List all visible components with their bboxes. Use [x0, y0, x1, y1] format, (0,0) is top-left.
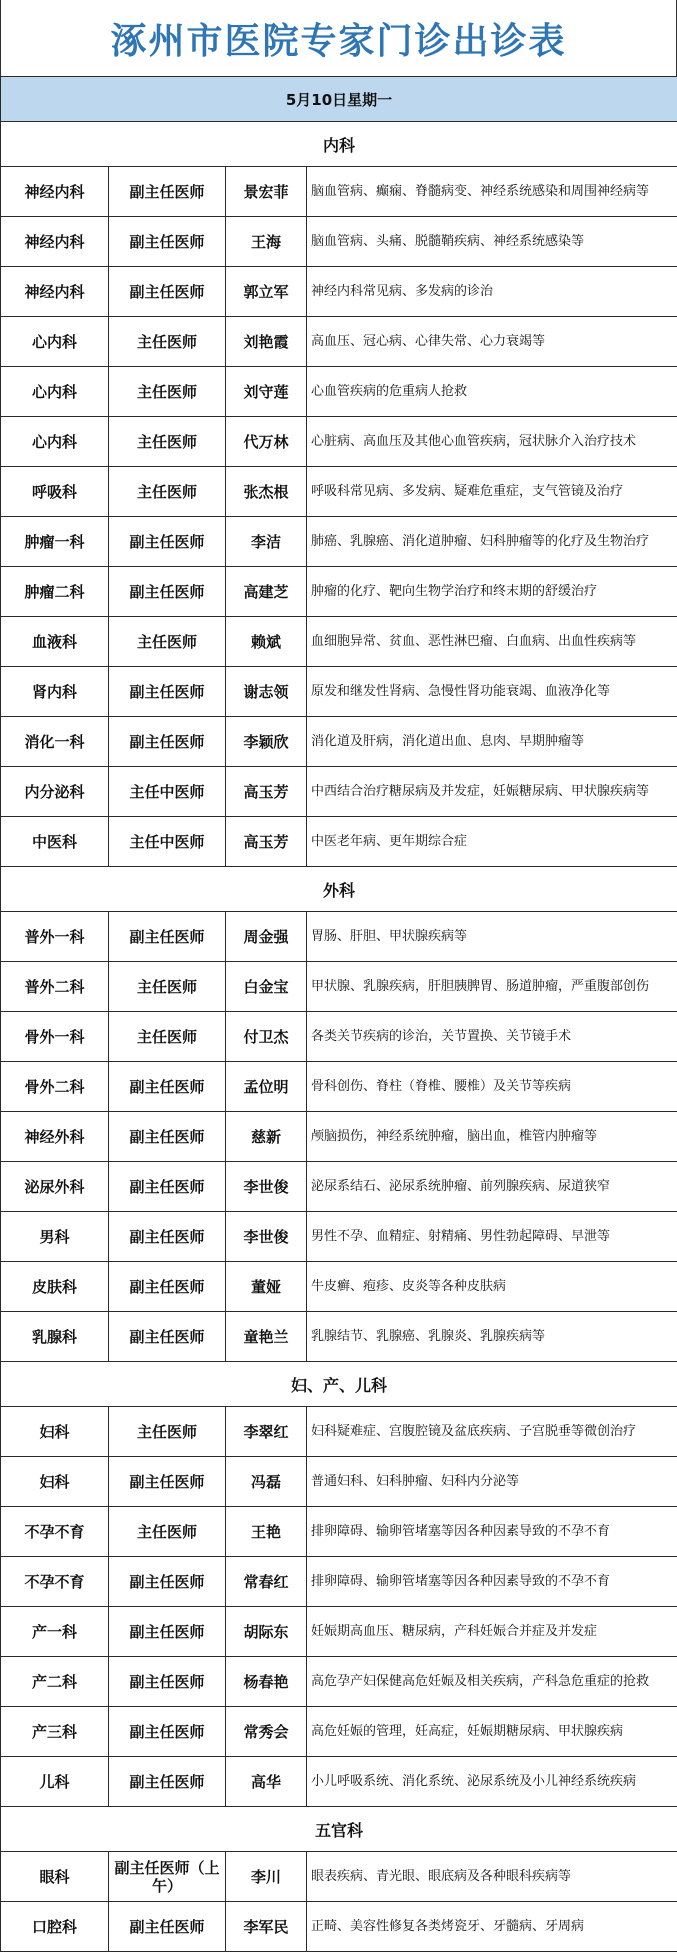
doctor-cell: 付卫杰 [226, 1012, 307, 1062]
table-row [1, 767, 677, 817]
dept-cell: 妇科 [1, 1407, 109, 1457]
specialty-cell: 脑血管病、癫痫、脊髓病变、神经系统感染和周围神经病等 [307, 167, 677, 217]
specialty-cell: 肿瘤的化疗、靶向生物学治疗和终末期的舒缓治疗 [307, 567, 677, 617]
table-row [1, 367, 677, 417]
date-row [1, 77, 677, 122]
dept-cell: 骨外二科 [1, 1062, 109, 1112]
doctor-cell: 景宏菲 [226, 167, 307, 217]
dept-cell: 内分泌科 [1, 767, 109, 817]
dept-cell: 消化一科 [1, 717, 109, 767]
dept-cell: 心内科 [1, 367, 109, 417]
dept-cell: 不孕不育 [1, 1557, 109, 1607]
doctor-cell: 李翠红 [226, 1407, 307, 1457]
rank-cell: 副主任医师 [109, 1557, 226, 1607]
section-title: 五官科 [1, 1807, 677, 1852]
specialty-cell: 血细胞异常、贫血、恶性淋巴瘤、白血病、出血性疾病等 [307, 617, 677, 667]
specialty-cell: 消化道及肝病，消化道出血、息肉、早期肿瘤等 [307, 717, 677, 767]
doctor-cell: 杨春艳 [226, 1657, 307, 1707]
specialty-cell: 中医老年病、更年期综合症 [307, 817, 677, 867]
specialty-cell: 乳腺结节、乳腺癌、乳腺炎、乳腺疾病等 [307, 1312, 677, 1362]
table-row [1, 417, 677, 467]
dept-cell: 男科 [1, 1212, 109, 1262]
dept-cell: 普外二科 [1, 962, 109, 1012]
rank-cell: 副主任医师 [109, 217, 226, 267]
table-row [1, 1757, 677, 1807]
doctor-cell: 赖斌 [226, 617, 307, 667]
dept-cell: 神经内科 [1, 217, 109, 267]
specialty-cell: 高危妊娠的管理，妊高症，妊娠期糖尿病、甲状腺疾病 [307, 1707, 677, 1757]
specialty-cell: 各类关节疾病的诊治，关节置换、关节镜手术 [307, 1012, 677, 1062]
doctor-cell: 郭立军 [226, 267, 307, 317]
table-row [1, 267, 677, 317]
specialty-cell: 高危孕产妇保健高危妊娠及相关疾病，产科急危重症的抢救 [307, 1657, 677, 1707]
table-row [1, 1162, 677, 1212]
section-header [1, 1807, 677, 1852]
table-row [1, 1012, 677, 1062]
doctor-cell: 高玉芳 [226, 767, 307, 817]
specialty-cell: 颅脑损伤，神经系统肿瘤，脑出血，椎管内肿瘤等 [307, 1112, 677, 1162]
doctor-cell: 谢志领 [226, 667, 307, 717]
specialty-cell: 排卵障碍、输卵管堵塞等因各种因素导致的不孕不育 [307, 1507, 677, 1557]
dept-cell: 妇科 [1, 1457, 109, 1507]
table-row [1, 962, 677, 1012]
dept-cell: 心内科 [1, 417, 109, 467]
rank-cell: 副主任医师 [109, 1212, 226, 1262]
rank-cell: 主任医师 [109, 417, 226, 467]
dept-cell: 产三科 [1, 1707, 109, 1757]
section-title: 外科 [1, 867, 677, 912]
table-row [1, 1707, 677, 1757]
schedule-table [0, 76, 677, 1952]
dept-cell: 骨外一科 [1, 1012, 109, 1062]
doctor-cell: 常秀会 [226, 1707, 307, 1757]
table-row [1, 1212, 677, 1262]
table-row [1, 912, 677, 962]
dept-cell: 呼吸科 [1, 467, 109, 517]
rank-cell: 副主任医师 [109, 1757, 226, 1807]
rank-cell: 主任医师 [109, 962, 226, 1012]
dept-cell: 皮肤科 [1, 1262, 109, 1312]
doctor-cell: 周金强 [226, 912, 307, 962]
table-row [1, 167, 677, 217]
table-row [1, 567, 677, 617]
dept-cell: 神经内科 [1, 267, 109, 317]
doctor-cell: 孟位明 [226, 1062, 307, 1112]
table-row [1, 1557, 677, 1607]
doctor-cell: 李川 [226, 1852, 307, 1902]
rank-cell: 副主任医师 [109, 717, 226, 767]
specialty-cell: 妊娠期高血压、糖尿病，产科妊娠合并症及并发症 [307, 1607, 677, 1657]
specialty-cell: 小儿呼吸系统、消化系统、泌尿系统及小儿神经系统疾病 [307, 1757, 677, 1807]
doctor-cell: 李军民 [226, 1902, 307, 1952]
doctor-cell: 冯磊 [226, 1457, 307, 1507]
table-row [1, 1657, 677, 1707]
rank-cell: 主任医师 [109, 1407, 226, 1457]
dept-cell: 神经外科 [1, 1112, 109, 1162]
specialty-cell: 排卵障碍、输卵管堵塞等因各种因素导致的不孕不育 [307, 1557, 677, 1607]
doctor-cell: 王海 [226, 217, 307, 267]
page-title: 涿州市医院专家门诊出诊表 [0, 0, 677, 76]
section-title: 妇、产、儿科 [1, 1362, 677, 1407]
section-header [1, 867, 677, 912]
dept-cell: 肾内科 [1, 667, 109, 717]
rank-cell: 副主任医师 [109, 567, 226, 617]
doctor-cell: 胡际东 [226, 1607, 307, 1657]
dept-cell: 儿科 [1, 1757, 109, 1807]
section-header [1, 122, 677, 167]
doctor-cell: 张杰根 [226, 467, 307, 517]
table-row [1, 1062, 677, 1112]
rank-cell: 副主任医师（上午） [109, 1852, 226, 1902]
dept-cell: 中医科 [1, 817, 109, 867]
table-row [1, 667, 677, 717]
dept-cell: 心内科 [1, 317, 109, 367]
rank-cell: 副主任医师 [109, 267, 226, 317]
specialty-cell: 心脏病、高血压及其他心血管疾病，冠状脉介入治疗技术 [307, 417, 677, 467]
table-row [1, 217, 677, 267]
table-row [1, 1902, 677, 1952]
specialty-cell: 高血压、冠心病、心律失常、心力衰竭等 [307, 317, 677, 367]
table-row [1, 1457, 677, 1507]
dept-cell: 产一科 [1, 1607, 109, 1657]
rank-cell: 副主任医师 [109, 1707, 226, 1757]
doctor-cell: 常春红 [226, 1557, 307, 1607]
specialty-cell: 中西结合治疗糖尿病及并发症，妊娠糖尿病、甲状腺疾病等 [307, 767, 677, 817]
rank-cell: 副主任医师 [109, 1657, 226, 1707]
dept-cell: 神经内科 [1, 167, 109, 217]
table-row [1, 1407, 677, 1457]
rank-cell: 副主任医师 [109, 667, 226, 717]
doctor-cell: 李颖欣 [226, 717, 307, 767]
doctor-cell: 代万林 [226, 417, 307, 467]
date-cell: 5月10日星期一 [1, 77, 677, 122]
table-row [1, 467, 677, 517]
dept-cell: 肿瘤一科 [1, 517, 109, 567]
table-row [1, 517, 677, 567]
section-header [1, 1362, 677, 1407]
specialty-cell: 普通妇科、妇科肿瘤、妇科内分泌等 [307, 1457, 677, 1507]
specialty-cell: 胃肠、肝胆、甲状腺疾病等 [307, 912, 677, 962]
dept-cell: 普外一科 [1, 912, 109, 962]
rank-cell: 副主任医师 [109, 1112, 226, 1162]
dept-cell: 乳腺科 [1, 1312, 109, 1362]
rank-cell: 副主任医师 [109, 1162, 226, 1212]
rank-cell: 副主任医师 [109, 167, 226, 217]
specialty-cell: 男性不孕、血精症、射精痛、男性勃起障碍、早泄等 [307, 1212, 677, 1262]
rank-cell: 主任医师 [109, 317, 226, 367]
specialty-cell: 心血管疾病的危重病人抢救 [307, 367, 677, 417]
section-title: 内科 [1, 122, 677, 167]
rank-cell: 副主任医师 [109, 1457, 226, 1507]
doctor-cell: 高华 [226, 1757, 307, 1807]
specialty-cell: 眼表疾病、青光眼、眼底病及各种眼科疾病等 [307, 1852, 677, 1902]
specialty-cell: 呼吸科常见病、多发病、疑难危重症，支气管镜及治疗 [307, 467, 677, 517]
doctor-cell: 高建芝 [226, 567, 307, 617]
doctor-cell: 童艳兰 [226, 1312, 307, 1362]
table-row [1, 617, 677, 667]
rank-cell: 主任医师 [109, 1507, 226, 1557]
doctor-cell: 李世俊 [226, 1212, 307, 1262]
specialty-cell: 正畸、美容性修复各类烤瓷牙、牙髓病、牙周病 [307, 1902, 677, 1952]
doctor-cell: 慈新 [226, 1112, 307, 1162]
dept-cell: 眼科 [1, 1852, 109, 1902]
doctor-cell: 刘守莲 [226, 367, 307, 417]
rank-cell: 副主任医师 [109, 1262, 226, 1312]
doctor-cell: 李世俊 [226, 1162, 307, 1212]
specialty-cell: 牛皮癣、疱疹、皮炎等各种皮肤病 [307, 1262, 677, 1312]
specialty-cell: 肺癌、乳腺癌、消化道肿瘤、妇科肿瘤等的化疗及生物治疗 [307, 517, 677, 567]
rank-cell: 主任医师 [109, 617, 226, 667]
rank-cell: 主任中医师 [109, 767, 226, 817]
doctor-cell: 高玉芳 [226, 817, 307, 867]
rank-cell: 主任医师 [109, 367, 226, 417]
specialty-cell: 骨科创伤、脊柱（脊椎、腰椎）及关节等疾病 [307, 1062, 677, 1112]
doctor-cell: 王艳 [226, 1507, 307, 1557]
table-row [1, 1507, 677, 1557]
rank-cell: 副主任医师 [109, 1607, 226, 1657]
specialty-cell: 脑血管病、头痛、脱髓鞘疾病、神经系统感染等 [307, 217, 677, 267]
table-row [1, 717, 677, 767]
table-row [1, 1312, 677, 1362]
specialty-cell: 妇科疑难症、宫腹腔镜及盆底疾病、子宫脱垂等微创治疗 [307, 1407, 677, 1457]
doctor-cell: 董娅 [226, 1262, 307, 1312]
rank-cell: 主任医师 [109, 1012, 226, 1062]
table-row [1, 1852, 677, 1902]
dept-cell: 肿瘤二科 [1, 567, 109, 617]
table-row [1, 1607, 677, 1657]
doctor-cell: 刘艳霞 [226, 317, 307, 367]
rank-cell: 副主任医师 [109, 912, 226, 962]
rank-cell: 副主任医师 [109, 1902, 226, 1952]
dept-cell: 产二科 [1, 1657, 109, 1707]
rank-cell: 主任医师 [109, 467, 226, 517]
doctor-cell: 白金宝 [226, 962, 307, 1012]
table-row [1, 1262, 677, 1312]
rank-cell: 副主任医师 [109, 1062, 226, 1112]
dept-cell: 血液科 [1, 617, 109, 667]
specialty-cell: 泌尿系结石、泌尿系统肿瘤、前列腺疾病、尿道狭窄 [307, 1162, 677, 1212]
dept-cell: 不孕不育 [1, 1507, 109, 1557]
schedule-body [1, 77, 677, 1952]
dept-cell: 泌尿外科 [1, 1162, 109, 1212]
rank-cell: 主任中医师 [109, 817, 226, 867]
specialty-cell: 原发和继发性肾病、急慢性肾功能衰竭、血液净化等 [307, 667, 677, 717]
table-row [1, 817, 677, 867]
table-row [1, 317, 677, 367]
rank-cell: 副主任医师 [109, 517, 226, 567]
specialty-cell: 甲状腺、乳腺疾病，肝胆胰脾胃、肠道肿瘤，严重腹部创伤 [307, 962, 677, 1012]
rank-cell: 副主任医师 [109, 1312, 226, 1362]
specialty-cell: 神经内科常见病、多发病的诊治 [307, 267, 677, 317]
doctor-cell: 李洁 [226, 517, 307, 567]
table-row [1, 1112, 677, 1162]
dept-cell: 口腔科 [1, 1902, 109, 1952]
